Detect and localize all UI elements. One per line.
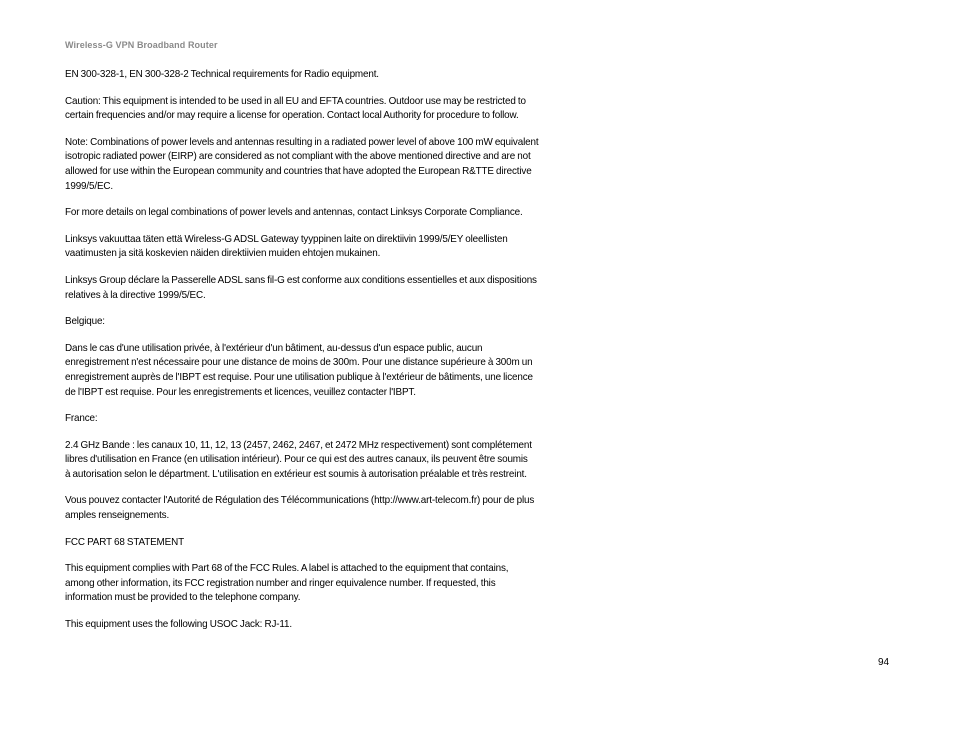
- paragraph: [65, 206, 574, 221]
- paragraph-line: 2.4 GHz Bande : les canaux 10, 11, 12, 13 (2457, 2462, 2467, et 2472 MHz respectivement) sont complétement: [65, 439, 532, 451]
- paragraph-line: information must be provided to the telephone company.: [65, 592, 301, 604]
- paragraph-line: EN 300-328-1, EN 300-328-2 Technical requirements for Radio equipment.: [65, 69, 379, 80]
- paragraph-line: 1999/5/EC.: [65, 180, 113, 192]
- paragraph: [65, 439, 574, 483]
- paragraph: [65, 412, 574, 427]
- paragraph-line: certain frequencies and/or may require a license for operation. Contact local Authority for procedure to follow.: [65, 110, 519, 122]
- paragraph-line: Linksys Group déclare la Passerelle ADSL sans fil-G est conforme aux conditions essentielles et aux dispositions: [65, 274, 537, 286]
- paragraph-line: relatives à la directive 1999/5/EC.: [65, 289, 206, 301]
- paragraph: [65, 618, 574, 633]
- paragraph-line: FCC PART 68 STATEMENT: [65, 536, 184, 548]
- paragraph-line: Linksys vakuuttaa täten että Wireless-G ADSL Gateway tyyppinen laite on direktiivin 1999/5/EY oleellisten: [65, 233, 508, 245]
- paragraph-line: vaatimusten ja sitä koskevien näiden direktiivien muiden ehtojen mukainen.: [65, 248, 381, 260]
- paragraph-line: à autorisation selon le départment. L'utilisation en extérieur est soumis à autorisation préalable et très restreint.: [65, 468, 527, 480]
- paragraph-line: Dans le cas d'une utilisation privée, à l'extérieur d'un bâtiment, au-dessus d'un espace public, aucun: [65, 342, 483, 354]
- paragraph-line: Vous pouvez contacter l'Autorité de Régulation des Télécommunications (http://www.art-telecom.fr) pour de plus: [65, 495, 535, 507]
- paragraph-line: This equipment uses the following USOC Jack: RJ-11.: [65, 619, 292, 631]
- paragraph-line: France:: [65, 413, 98, 425]
- paragraph: [65, 274, 574, 303]
- paragraph-line: For more details on legal combinations of power levels and antennas, contact Linksys Corporate Compliance.: [65, 207, 523, 219]
- paragraph: [65, 494, 574, 523]
- paragraph-line: among other information, its FCC registration number and ringer equivalence number. If requested, this: [65, 577, 496, 589]
- paragraph: [65, 342, 574, 400]
- paragraph: [65, 95, 574, 124]
- paragraph: [65, 68, 574, 83]
- paragraph-line: libres d'utilisation en France (en utilisation intérieur). Pour ce qui est des autres canaux, ils peuvent être soumis: [65, 454, 528, 466]
- document-header: Wireless-G VPN Broadband Router: [65, 40, 218, 50]
- paragraph-line: enregistrement auprès de l'IBPT est requise. Pour une utilisation publique à l'extérieur de bâtiments, une licence: [65, 371, 533, 383]
- paragraph-line: de l'IBPT est requise. Pour les enregistrements et licences, veuillez contacter l'IBPT.: [65, 386, 416, 398]
- paragraph: [65, 315, 574, 330]
- paragraph-line: Belgique:: [65, 316, 105, 328]
- paragraph-line: amples renseignements.: [65, 510, 170, 522]
- paragraph: [65, 536, 574, 551]
- paragraph-line: Caution: This equipment is intended to be used in all EU and EFTA countries. Outdoor use may be restricted to: [65, 95, 526, 107]
- paragraph-line: isotropic radiated power (EIRP) are considered as not compliant with the above mentioned directive and are not: [65, 151, 531, 163]
- page-number: 94: [878, 657, 890, 668]
- document-body: [65, 68, 590, 645]
- paragraph-line: This equipment complies with Part 68 of the FCC Rules. A label is attached to the equipment that contains,: [65, 563, 509, 575]
- paragraph-line: enregistrement n'est nécessaire pour une distance de moins de 300m. Pour une distance supérieure à 300m un: [65, 357, 533, 369]
- paragraph: [65, 136, 574, 194]
- paragraph: [65, 233, 574, 262]
- paragraph-line: Note: Combinations of power levels and antennas resulting in a radiated power level of above 100 mW equivalent: [65, 136, 539, 148]
- paragraph: [65, 562, 574, 606]
- paragraph-line: allowed for use within the European community and countries that have adopted the European R&TTE directive: [65, 165, 532, 177]
